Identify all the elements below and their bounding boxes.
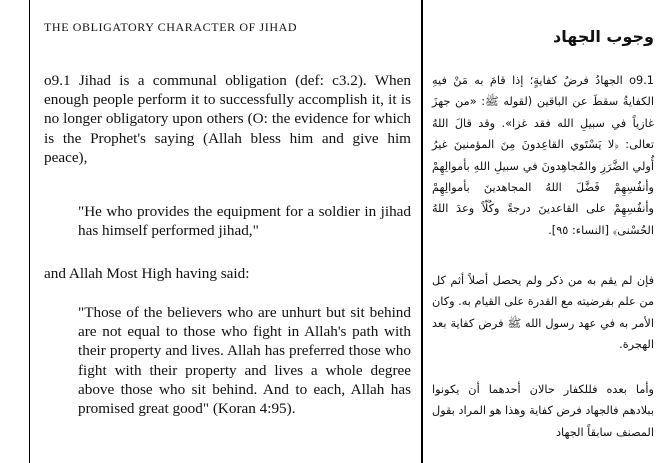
english-paragraph-o9-1: o9.1 Jihad is a communal obligation (def: c3.2). When enough people perform it to successfully accomplish it, it is no longer obligatory upon others (O: the evidence for which is the Prophet's saying (Allah bless him and give him peace),	[44, 72, 411, 166]
arabic-running-header: وجوب الجهاد	[553, 27, 654, 46]
english-intro-line: and Allah Most High having said:	[44, 265, 250, 282]
english-koran-quote: "Those of the believers who are unhurt but sit behind are not equal to those who fight in Allah's path with their property and lives. Allah has preferred those who fight with their property and lives a whole degree above those who sit behind. And to each, Allah has promised great good" (Koran 4:95).	[78, 304, 411, 418]
arabic-paragraph-3: وأما بعده فللكفار حالان أحدهما أن يكونوا ببلادهم فالجهاد فرض كفاية وهذا هو المراد بقول المصنف سابقاً الجهاد	[432, 383, 654, 439]
arabic-paragraph-2: فإن لم يقم به من ذكر ولم يحصل أصلاً أثم كل من علم بفرضيته مع القدرة على القيام به. وكان الأمر به في عهد رسول الله ﷺ فرض كفاية بعد الهجرة.	[432, 274, 654, 352]
arabic-paragraph-o9-1: o9.1 الجهادُ فرضُ كفايةٍ؛ إذا قامَ به مَنْ فيهِ الكفايةُ سقطَ عن الباقين (لقوله ﷺ: «من جهزَ غازياً في سبيلِ الله فقد غزا». وقد قالَ اللهُ تعالى: ﴿لا يَسْتَوي القاعِدونَ مِنَ المؤمنينَ غيرُ أُولي الضَّرَرِ والمُجاهِدونَ في سبيلِ اللهِ بأموالِهِمْ وأنفُسِهِمْ فَضَّلَ اللهُ المجاهدينَ بأموالِهِمْ وأنفُسِهِمْ على القاعدينَ درجةً وكُلّاً وعدَ اللهُ الحُسْنى﴾ [النساء: ٩٥].	[432, 74, 654, 237]
column-divider-rule	[421, 0, 423, 463]
english-hadith-quote: "He who provides the equipment for a soldier in jihad has himself performed jihad,"	[78, 203, 411, 240]
left-margin-rule	[29, 0, 30, 463]
english-running-header: THE OBLIGATORY CHARACTER OF JIHAD	[44, 20, 298, 34]
